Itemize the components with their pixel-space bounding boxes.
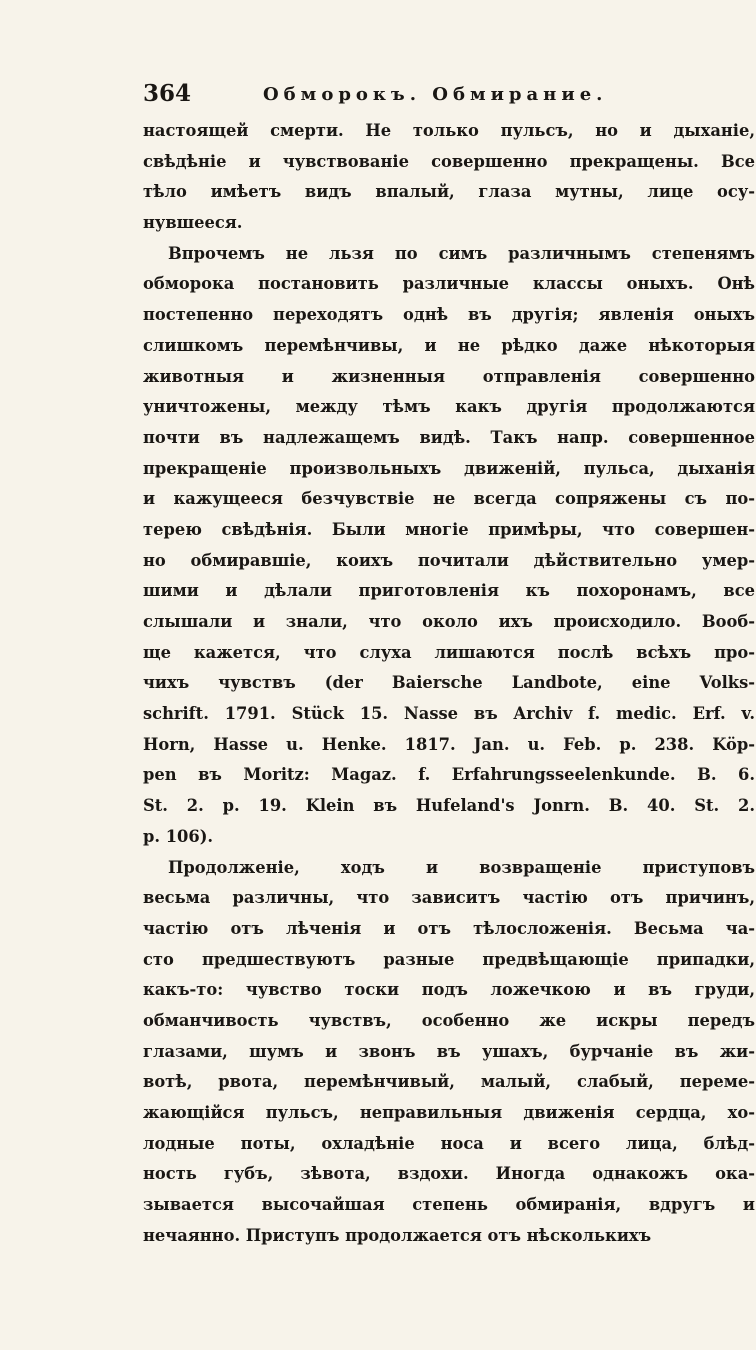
text-line: p. 106).	[143, 826, 214, 846]
text-line: обманчивость чувствъ, особенно же искры передъ	[143, 1010, 755, 1030]
text-line: животныя и жизненныя отправленія совершенно	[143, 366, 755, 386]
page-number: 364	[143, 80, 192, 107]
text-line: слышали и знали, что около ихъ происходило. Вооб-	[143, 612, 755, 631]
text-line: schrift. 1791. Stück 15. Nasse въ Archiv f. medic. Erf. v.	[143, 704, 755, 724]
text-line: и кажущееся безчувствіе не всегда сопряжены съ по-	[143, 489, 755, 509]
text-line: терею свѣдѣнія. Были многіе примѣры, что совершен-	[143, 519, 755, 539]
text-line: прекращеніе произвольныхъ движеній, пульса, дыханія	[143, 458, 755, 478]
text-line: Horn, Hasse u. Henke. 1817. Jan. u. Feb. p. 238. Köp-	[143, 734, 755, 754]
text-line: лодные поты, охладѣніе носа и всего лица, блѣд-	[143, 1133, 755, 1153]
text-line: слишкомъ перемѣнчивы, и не рѣдко даже нѣкоторыя	[143, 335, 755, 355]
text-line: шими и дѣлали приготовленія къ похоронамъ, все	[143, 581, 755, 601]
text-line: сто предшествуютъ разные предвѣщающіе припадки,	[143, 949, 755, 969]
text-line: весьма различны, что зависитъ частію отъ причинъ,	[143, 888, 755, 908]
text-line: частію отъ лѣченія и отъ тѣлосложенія. Весьма ча-	[143, 918, 755, 938]
text-line: зывается высочайшая степень обмиранія, вдругъ и	[143, 1195, 755, 1215]
text-line: жающійся пульсъ, неправильныя движенія сердца, хо-	[143, 1103, 755, 1122]
text-line: настоящей смерти. Не только пульсъ, но и дыханіе,	[143, 121, 755, 140]
text-line: обморока постановить различные классы оныхъ. Онѣ	[143, 274, 755, 294]
body-text	[143, 116, 755, 1251]
text-line: pen въ Moritz: Magaz. f. Erfahrungsseelenkunde. B. 6.	[143, 765, 755, 785]
page-header	[143, 80, 613, 110]
text-line: вотѣ, рвота, перемѣнчивый, малый, слабый, переме-	[143, 1072, 755, 1092]
text-line: какъ-то: чувство тоски подъ ложечкою и въ груди,	[143, 980, 755, 1000]
text-line: тѣло имѣетъ видъ впалый, глаза мутны, лице осу-	[143, 182, 755, 202]
running-title: Обморокъ. Обмирание.	[263, 84, 608, 105]
text-line: нувшееся.	[143, 213, 243, 233]
text-line: глазами, шумъ и звонъ въ ушахъ, бурчаніе въ жи-	[143, 1041, 755, 1061]
text-line: почти въ надлежащемъ видѣ. Такъ напр. совершенное	[143, 427, 755, 447]
text-line: Продолженіе, ходъ и возвращеніе приступовъ	[168, 857, 755, 877]
text-line: Впрочемъ не льзя по симъ различнымъ степенямъ	[168, 243, 755, 263]
text-line: St. 2. p. 19. Klein въ Hufeland's Jonrn. B. 40. St. 2.	[143, 796, 755, 816]
text-line: уничтожены, между тѣмъ какъ другія продолжаются	[143, 397, 755, 417]
text-line: постепенно переходятъ однѣ въ другія; явленія оныхъ	[143, 305, 755, 325]
text-line: ще кажется, что слуха лишаются послѣ всѣхъ про-	[143, 642, 755, 662]
text-line: свѣдѣніе и чувствованіе совершенно прекращены. Все	[143, 151, 755, 171]
text-line: но обмиравшіе, коихъ почитали дѣйствительно умер-	[143, 550, 755, 570]
text-line: нечаянно. Приступъ продолжается отъ нѣсколькихъ	[143, 1225, 652, 1245]
text-line: чихъ чувствъ (der Baiersche Landbote, eine Volks-	[143, 673, 755, 693]
text-line: ность губъ, зѣвота, вздохи. Иногда однакожъ ока-	[143, 1164, 755, 1184]
